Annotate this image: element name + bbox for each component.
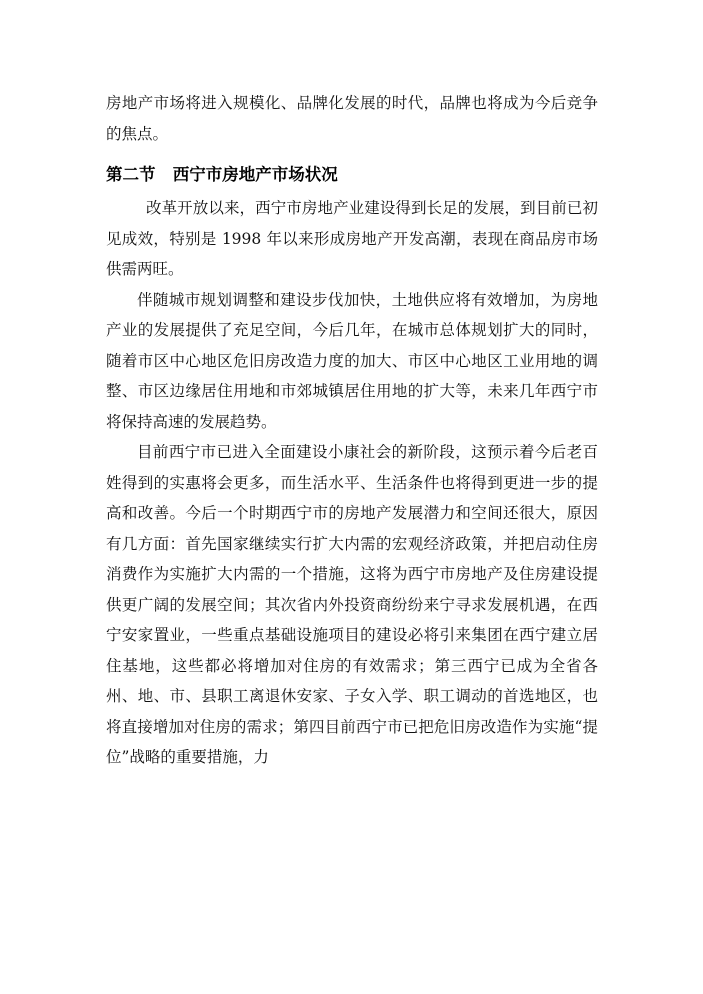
body-paragraph-3: 目前西宁市已进入全面建设小康社会的新阶段，这预示着今后老百姓得到的实惠将会更多，而生活水平、生活条件也将得到更进一步的提高和改善。今后一个时期西宁市的房地产发展潜力和空间还很大，原因有几方面：首先国家继续实行扩大内需的宏观经济政策，并把启动住房消费作为实施扩大内需的一个措施，这将为西宁市房地产及住房建设提供更广阔的发展空间；其次省内外投资商纷纷来宁寻求发展机遇，在西宁安家置业，一些重点基础设施项目的建设必将引来集团在西宁建立居住基地，这些都必将增加对住房的有效需求；第三西宁已成为全省各州、地、市、县职工离退休安家、子女入学、职工调动的首选地区，也将直接增加对住房的需求；第四目前西宁市已把危旧房改造作为实施“提位”战略的重要措施，力 xyxy=(106,443,598,766)
section-heading: 第二节 西宁市房地产市场状况 xyxy=(106,165,338,184)
document-body xyxy=(106,88,598,773)
spacer xyxy=(106,149,598,155)
continuation-paragraph: 房地产市场将进入规模化、品牌化发展的时代，品牌也将成为今后竞争的焦点。 xyxy=(106,94,598,143)
body-paragraph-2: 伴随城市规划调整和建设步伐加快，土地供应将有效增加，为房地产业的发展提供了充足空间，今后几年，在城市总体规划扩大的同时，随着市区中心地区危旧房改造力度的加大、市区中心地区工业用地的调整、市区边缘居住用地和市郊城镇居住用地的扩大等，未来几年西宁市将保持高速的发展趋势。 xyxy=(106,290,598,431)
body-paragraph-1: 改革开放以来，西宁市房地产业建设得到长足的发展，到目前已初见成效，特别是 1998 年以来形成房地产开发高潮，表现在商品房市场供需两旺。 xyxy=(106,199,598,278)
